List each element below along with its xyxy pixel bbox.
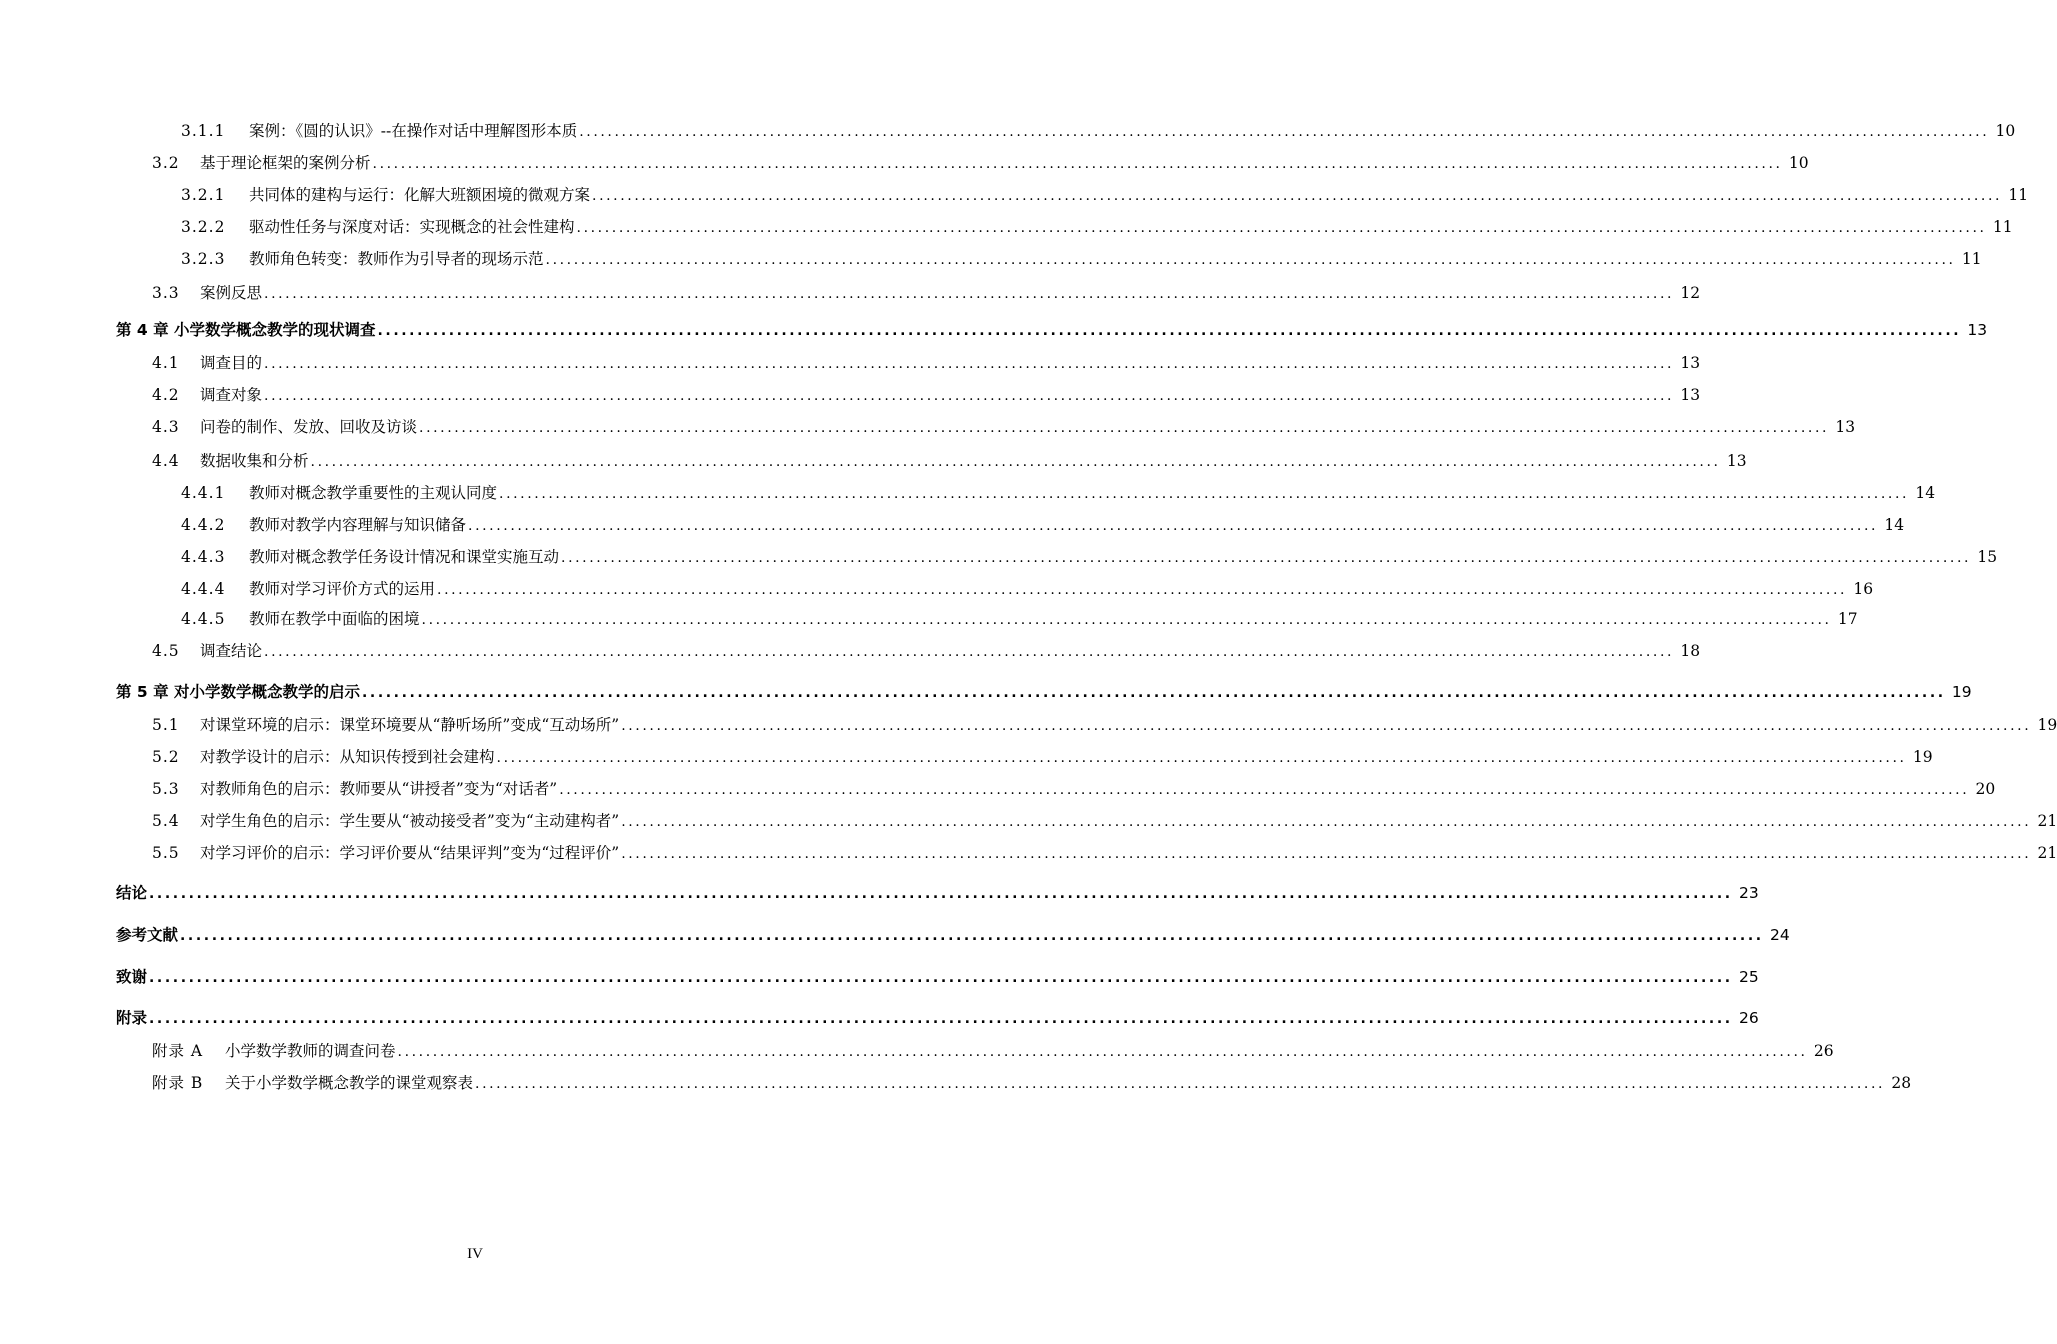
toc-entry-number: 4.4.1: [181, 484, 226, 502]
toc-entry-4-3[interactable]: [152, 415, 1856, 441]
toc-entry-page: 28: [1891, 1074, 1912, 1092]
toc-entry-5-4[interactable]: [152, 809, 2057, 835]
toc-entry-number: 5.3: [152, 780, 180, 798]
toc-entry-3-2-1[interactable]: [181, 183, 2029, 209]
toc-entry-number: 附录 A: [152, 1042, 204, 1060]
toc-entry-number: 4.1: [152, 354, 180, 372]
toc-entry-title: 致谢: [116, 968, 148, 986]
toc-entry-title: 对学生角色的启示：学生要从“被动接受者”变为“主动建构者”: [200, 812, 620, 830]
toc-entry-title: 对教学设计的启示：从知识传授到社会建构: [200, 748, 495, 766]
toc-entry-title: 教师对学习评价方式的运用: [249, 580, 436, 598]
dot-leader: ........................................................................................................................................................................................................: [576, 220, 1987, 236]
toc-entry-title: 调查结论: [200, 642, 263, 660]
toc-entry-3-3[interactable]: [152, 281, 1701, 307]
toc-entry-page: 17: [1837, 610, 1858, 628]
toc-entry-page: 15: [1977, 548, 1998, 566]
toc-entry-page: 18: [1680, 642, 1701, 660]
toc-entry-number: 4.4.5: [181, 610, 226, 628]
dot-leader: ........................................................................................................................................................................................................: [475, 1076, 1886, 1092]
dot-leader: ........................................................................................................................................................................................................: [559, 782, 1970, 798]
toc-entry-number: 4.4.3: [181, 548, 226, 566]
toc-entry-title: 附录: [116, 1009, 148, 1027]
toc-entry-number: 3.2: [152, 154, 180, 172]
toc-entry-4-4-4[interactable]: [181, 577, 1874, 603]
toc-entry-page: 13: [1967, 321, 1988, 339]
toc-entry-page: 13: [1835, 418, 1856, 436]
toc-entry-4-4[interactable]: [152, 449, 1747, 475]
toc-entry-number: 3.1.1: [181, 122, 226, 140]
toc-entry-page: 16: [1853, 580, 1874, 598]
toc-entry-title: 教师在教学中面临的困境: [249, 610, 420, 628]
dot-leader: ........................................................................................................................................................................................................: [264, 644, 1675, 660]
toc-entry-number: 4.2: [152, 386, 180, 404]
toc-entry-page: 11: [2008, 186, 2029, 204]
toc-entry-page: 25: [1738, 968, 1759, 986]
toc-entry-title: 基于理论框架的案例分析: [200, 154, 371, 172]
toc-entry-number: 附录 B: [152, 1074, 204, 1092]
dot-leader: ........................................................................................................................................................................................................: [621, 846, 2032, 862]
dot-leader: ........................................................................................................................................................................................................: [419, 420, 1830, 436]
dot-leader: ........................................................................................................................................................................................................: [579, 124, 1990, 140]
toc-entry-title: 驱动性任务与深度对话：实现概念的社会性建构: [249, 218, 575, 236]
toc-entry-3-2-2[interactable]: [181, 215, 2013, 241]
dot-leader: ........................................................................................................................................................................................................: [310, 454, 1721, 470]
toc-entry-4-1[interactable]: [152, 351, 1701, 377]
toc-entry-number: 3.3: [152, 284, 180, 302]
toc-entry-title: 教师对概念教学任务设计情况和课堂实施互动: [249, 548, 560, 566]
dot-leader: ........................................................................................................................................................................................................: [361, 685, 1946, 701]
toc-entry-title: 案例反思: [200, 284, 263, 302]
toc-entry-4-4-3[interactable]: [181, 545, 1998, 571]
dot-leader: ........................................................................................................................................................................................................: [545, 252, 1956, 268]
dot-leader: ........................................................................................................................................................................................................: [496, 750, 1907, 766]
toc-entry-3-2[interactable]: [152, 151, 1809, 177]
toc-entry-number: 5.2: [152, 748, 180, 766]
toc-entry-appendix[interactable]: [116, 1006, 1759, 1032]
toc-entry-appendix-a[interactable]: [152, 1039, 1834, 1065]
toc-entry-4-5[interactable]: [152, 639, 1701, 665]
toc-entry-number: 5.1: [152, 716, 180, 734]
toc-entry-page: 26: [1738, 1009, 1759, 1027]
toc-entry-acknowledgements[interactable]: [116, 965, 1759, 991]
toc-entry-title: 参考文献: [116, 926, 179, 944]
toc-entry-4-4-1[interactable]: [181, 481, 1936, 507]
dot-leader: ........................................................................................................................................................................................................: [499, 486, 1910, 502]
toc-entry-5-5[interactable]: [152, 841, 2057, 867]
toc-entry-number: 3.2.3: [181, 250, 226, 268]
toc-entry-page: 24: [1769, 926, 1790, 944]
dot-leader: ........................................................................................................................................................................................................: [149, 1011, 1733, 1027]
toc-entry-page: 19: [1912, 748, 1933, 766]
toc-entry-chapter-5[interactable]: [116, 680, 1972, 706]
toc-entry-number: 5.5: [152, 844, 180, 862]
toc-entry-number: 4.3: [152, 418, 180, 436]
toc-entry-page: 21: [2037, 844, 2057, 862]
page-number-footer: IV: [467, 1246, 483, 1262]
toc-entry-title: 对教师角色的启示：教师要从“讲授者”变为“对话者”: [200, 780, 558, 798]
toc-entry-title: 关于小学数学概念教学的课堂观察表: [225, 1074, 474, 1092]
toc-entry-title: 教师对教学内容理解与知识储备: [249, 516, 467, 534]
toc-entry-3-1-1[interactable]: [181, 119, 2016, 145]
toc-entry-number: 3.2.1: [181, 186, 226, 204]
toc-entry-title: 数据收集和分析: [200, 452, 309, 470]
toc-entry-page: 14: [1884, 516, 1905, 534]
toc-entry-3-2-3[interactable]: [181, 247, 1982, 273]
toc-entry-number: 3.2.2: [181, 218, 226, 236]
toc-entry-5-1[interactable]: [152, 713, 2057, 739]
dot-leader: ........................................................................................................................................................................................................: [180, 928, 1764, 944]
toc-entry-5-3[interactable]: [152, 777, 1996, 803]
dot-leader: ........................................................................................................................................................................................................: [621, 718, 2032, 734]
dot-leader: ........................................................................................................................................................................................................: [264, 388, 1675, 404]
toc-entry-references[interactable]: [116, 923, 1790, 949]
dot-leader: ........................................................................................................................................................................................................: [149, 970, 1733, 986]
toc-entry-number: 4.4: [152, 452, 180, 470]
toc-entry-title: 教师角色转变：教师作为引导者的现场示范: [249, 250, 544, 268]
toc-entry-title: 共同体的建构与运行：化解大班额困境的微观方案: [249, 186, 591, 204]
toc-entry-title: 案例：《圆的认识》--在操作对话中理解图形本质: [249, 122, 578, 140]
dot-leader: ........................................................................................................................................................................................................: [592, 188, 2003, 204]
toc-entry-title: 调查目的: [200, 354, 263, 372]
dot-leader: ........................................................................................................................................................................................................: [561, 550, 1972, 566]
toc-entry-chapter-4[interactable]: [116, 318, 1988, 344]
toc-entry-title: 对学习评价的启示：学习评价要从“结果评判”变为“过程评价”: [200, 844, 620, 862]
dot-leader: ........................................................................................................................................................................................................: [421, 612, 1832, 628]
toc-entry-page: 13: [1726, 452, 1747, 470]
toc-entry-page: 13: [1680, 354, 1701, 372]
toc-entry-appendix-b[interactable]: [152, 1071, 1912, 1097]
toc-entry-number: 4.5: [152, 642, 180, 660]
toc-entry-page: 11: [1961, 250, 1982, 268]
dot-leader: ........................................................................................................................................................................................................: [621, 814, 2032, 830]
dot-leader: ........................................................................................................................................................................................................: [437, 582, 1848, 598]
toc-entry-page: 19: [1951, 683, 1972, 701]
toc-entry-4-4-2[interactable]: [181, 513, 1905, 539]
toc-entry-page: 19: [2037, 716, 2057, 734]
toc-entry-page: 23: [1738, 884, 1759, 902]
toc-entry-number: 4.4.4: [181, 580, 226, 598]
toc-entry-4-2[interactable]: [152, 383, 1701, 409]
toc-entry-page: 11: [1992, 218, 2013, 236]
toc-entry-page: 21: [2037, 812, 2057, 830]
toc-entry-title: 调查对象: [200, 386, 263, 404]
dot-leader: ........................................................................................................................................................................................................: [264, 286, 1675, 302]
toc-entry-5-2[interactable]: [152, 745, 1933, 771]
toc-entry-title: 第 4 章 小学数学概念教学的现状调查: [116, 321, 376, 339]
toc-entry-title: 小学数学教师的调查问卷: [225, 1042, 396, 1060]
dot-leader: ........................................................................................................................................................................................................: [397, 1044, 1808, 1060]
toc-entry-title: 对课堂环境的启示：课堂环境要从“静听场所”变成“互动场所”: [200, 716, 620, 734]
dot-leader: ........................................................................................................................................................................................................: [377, 323, 1962, 339]
toc-entry-4-4-5[interactable]: [181, 607, 1858, 633]
toc-entry-page: 20: [1975, 780, 1996, 798]
toc-entry-page: 12: [1680, 284, 1701, 302]
toc-entry-conclusion[interactable]: [116, 881, 1759, 907]
toc-entry-number: 5.4: [152, 812, 180, 830]
dot-leader: ........................................................................................................................................................................................................: [372, 156, 1783, 172]
toc-entry-title: 教师对概念教学重要性的主观认同度: [249, 484, 498, 502]
toc-entry-title: 问卷的制作、发放、回收及访谈: [200, 418, 418, 436]
dot-leader: ........................................................................................................................................................................................................: [468, 518, 1879, 534]
toc-entry-page: 13: [1680, 386, 1701, 404]
toc-entry-title: 第 5 章 对小学数学概念教学的启示: [116, 683, 360, 701]
toc-entry-number: 4.4.2: [181, 516, 226, 534]
toc-entry-page: 26: [1813, 1042, 1834, 1060]
toc-entry-title: 结论: [116, 884, 148, 902]
toc-entry-page: 10: [1788, 154, 1809, 172]
toc-entry-page: 10: [1995, 122, 2016, 140]
dot-leader: ........................................................................................................................................................................................................: [264, 356, 1675, 372]
toc-entry-page: 14: [1915, 484, 1936, 502]
dot-leader: ........................................................................................................................................................................................................: [149, 886, 1733, 902]
